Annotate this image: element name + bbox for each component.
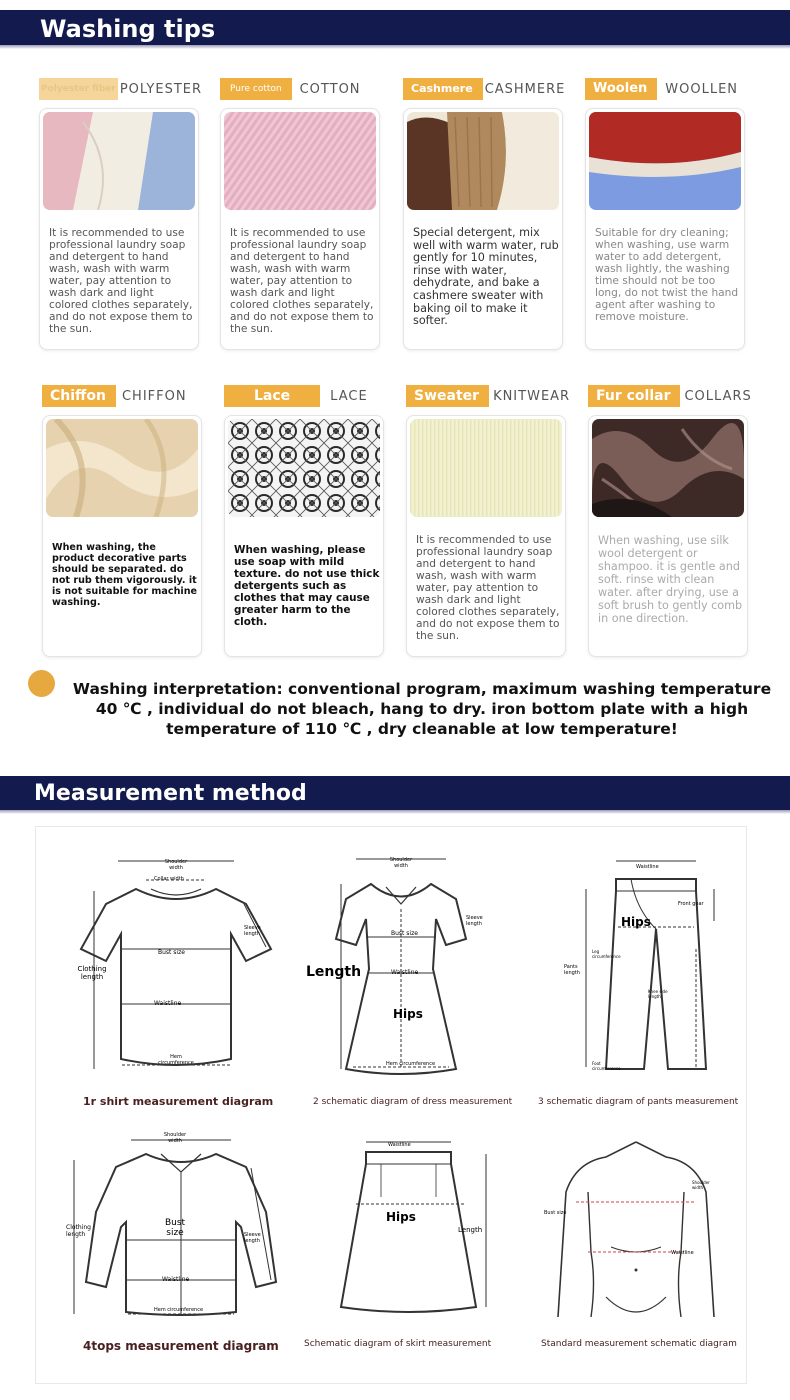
waistline-label: Waistline [388, 1142, 411, 1148]
foot-circumference-label: Foot circumference [592, 1061, 621, 1071]
fabric-english-name: COLLARS [684, 389, 752, 404]
body-measurement-diagram [536, 1132, 736, 1332]
pants-measurement-diagram [556, 849, 736, 1109]
length-label: Length [306, 964, 362, 980]
fabric-heading [220, 78, 361, 100]
fabric-english-name: KNITWEAR [493, 389, 571, 404]
fabric-care-text: It is recommended to use professional laundry soap and detergent to hand wash, wash with warm water, pay attention to wash dark and light colored clothes separately, and do not expose them to the sun. [416, 534, 560, 642]
fabric-info-card [42, 415, 202, 657]
leg-circumference-label: Leg circumference [592, 949, 621, 959]
measurement-method-header [0, 776, 790, 810]
fabric-english-name: LACE [330, 389, 368, 404]
fabric-english-name: CASHMERE [484, 82, 566, 97]
fabric-heading [406, 385, 570, 407]
hem-circumference-label: Hem circumference [154, 1307, 204, 1313]
tshirt-measurement-diagram [66, 849, 286, 1109]
hem-circumference-label: Hem circumference [386, 1061, 436, 1067]
fabric-info-card [39, 108, 199, 350]
hips-label: Hips [621, 915, 651, 929]
fabric-care-text: Special detergent, mix well with warm water, rub gently for 10 minutes, rinse with water, dehydrate, and bake a cashmere sweater with baking oil to make it softer. [413, 226, 559, 328]
fabric-info-card [585, 108, 745, 350]
diagram-caption: 1r shirt measurement diagram [83, 1095, 274, 1108]
fabric-swatch-image [410, 419, 562, 517]
fabric-info-card [224, 415, 384, 657]
diagram-caption: 3 schematic diagram of pants measurement [538, 1097, 739, 1107]
waistline-label: Waistline [671, 1250, 694, 1256]
shoulder-width-label: Shoulder width [163, 1132, 187, 1144]
shoulder-width-label: Shoulder width [389, 857, 413, 869]
fabric-tag: Chiffon [42, 385, 116, 407]
fabric-tag: Fur collar [588, 385, 680, 407]
washing-tips-header [0, 10, 790, 45]
fabric-heading [585, 78, 738, 100]
fabric-swatch-image [224, 112, 376, 210]
diagram-caption: Standard measurement schematic diagram [541, 1339, 737, 1349]
measurement-diagrams-panel [35, 826, 747, 1384]
measurement-method-title: Measurement method [34, 781, 307, 806]
hips-label: Hips [386, 1210, 416, 1224]
fabric-care-text: It is recommended to use professional laundry soap and detergent to hand wash, wash with warm water, pay attention to wash dark and light colored clothes separately, and do not expose them to the sun. [49, 227, 193, 335]
diagram-caption: Schematic diagram of skirt measurement [304, 1339, 492, 1349]
fabric-care-text: When washing, the product decorative parts should be separated. do not rub them vigorously. it is not suitable for machine washing. [52, 542, 198, 608]
shoulder-width-label: Shoulder width [164, 859, 188, 871]
fabric-swatch-image [46, 419, 198, 517]
hips-label: Hips [393, 1007, 423, 1021]
clothing-length-label: Clothing length [66, 1224, 91, 1238]
shoulder-width-label: Shoulder width [692, 1180, 710, 1190]
waistline-label: Waistline [162, 1276, 190, 1283]
waistline-label: Waistline [636, 864, 659, 870]
fabric-tag: Sweater [406, 385, 489, 407]
fabric-english-name: WOOLLEN [665, 82, 739, 97]
interpretation-bullet-icon [28, 670, 55, 697]
skirt-measurement-diagram [326, 1132, 496, 1332]
fabric-info-card [406, 415, 566, 657]
fabric-english-name: COTTON [299, 82, 361, 97]
washing-interpretation-text: Washing interpretation: conventional program, maximum washing temperature 40 ℃ , individual do not bleach, hang to dry. iron bottom plate with a high temperature of 110 ℃ , dry cleanable at low temperature! [72, 680, 772, 738]
fabric-heading [403, 78, 565, 100]
length-label: Length [458, 1226, 483, 1234]
bust-size-label: Bust size [158, 949, 185, 956]
fabric-english-name: CHIFFON [121, 389, 187, 404]
collar-width-label: Collar width [154, 876, 184, 882]
fabric-info-card [403, 108, 563, 350]
waistline-label: Waistline [154, 1000, 182, 1007]
fabric-swatch-image [589, 112, 741, 210]
knee-side-length-label: Knee side length [648, 989, 668, 999]
body-outline [536, 1132, 736, 1322]
sleeve-length-label: Sleeve length [244, 1232, 261, 1244]
fabric-heading [588, 385, 752, 407]
bust-size-label: Bust size [544, 1210, 567, 1216]
fabric-swatch-image [407, 112, 559, 210]
sleeve-length-label: Sleeve length [466, 915, 483, 927]
hem-circumference-label: Hem circumference [158, 1054, 194, 1066]
fabric-tag: Pure cotton [220, 78, 292, 100]
front-gear-label: Front gear [678, 901, 704, 907]
sleeve-length-label: Sleeve length [244, 925, 261, 937]
clothing-length-label: Clothing length [77, 965, 107, 981]
fabric-tag: Lace [224, 385, 320, 407]
fabric-care-text: It is recommended to use professional laundry soap and detergent to hand wash, wash with warm water, pay attention to wash dark and light colored clothes separately, and do not expose them to the sun. [230, 227, 374, 335]
bust-size-label: Bust size [391, 930, 418, 937]
waistline-label: Waistline [391, 969, 419, 976]
fabric-heading [39, 78, 202, 100]
bust-size-label: Bust size [164, 1218, 186, 1238]
tops-measurement-diagram [66, 1132, 286, 1332]
diagram-caption: 4tops measurement diagram [83, 1339, 279, 1353]
fabric-info-card [588, 415, 748, 657]
fabric-english-name: POLYESTER [119, 82, 203, 97]
fabric-swatch-image [592, 419, 744, 517]
fabric-care-text: Suitable for dry cleaning; when washing, use warm water to add detergent, wash lightly, the washing time should not be too long, do not twist the hand agent after washing to remove moisture. [595, 227, 739, 323]
fabric-swatch-image [228, 419, 380, 517]
fabric-heading [224, 385, 368, 407]
fabric-tag: Cashmere [403, 78, 483, 100]
fabric-swatch-image [43, 112, 195, 210]
fabric-care-text: When washing, please use soap with mild texture. do not use thick detergents such as clothes that may cause greater harm to the cloth. [234, 544, 380, 628]
dress-measurement-diagram [301, 849, 501, 1109]
washing-tips-title: Washing tips [40, 15, 216, 43]
fabric-tag: Woolen [585, 78, 657, 100]
fabric-heading [42, 385, 187, 407]
diagram-caption: 2 schematic diagram of dress measurement [313, 1097, 513, 1107]
fabric-tag: Polyester fiber [39, 78, 118, 100]
pants-length-label: Pants length [564, 964, 580, 976]
fabric-info-card [220, 108, 380, 350]
fabric-care-text: When washing, use silk wool detergent or shampoo. it is gentle and soft. rinse with clean water. after drying, use a soft brush to gently comb in one direction. [598, 534, 743, 625]
